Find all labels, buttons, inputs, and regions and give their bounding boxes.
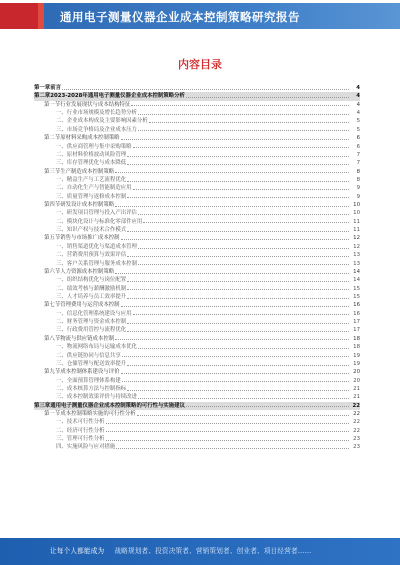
toc-entry-label: 成本核算方法与控制指标: [66, 385, 127, 392]
toc-section-row[interactable]: [34, 410, 360, 418]
toc-entry-number: 一、: [56, 277, 67, 284]
toc-entry-label: 库存管理优化与成本降低: [66, 160, 127, 167]
toc-entry-label: 前言: [50, 85, 61, 91]
toc-entry-label: 物流与供应链成本控制: [60, 335, 115, 342]
toc-item-row[interactable]: [34, 260, 360, 268]
toc-entry-label: 客户关系管理与服务成本控制: [66, 260, 137, 267]
toc-dot-leader: [115, 339, 349, 340]
toc-entry-label: 模块化设计与标准化零部件应用: [66, 218, 143, 225]
toc-entry-label: 全面预算管理体系构建: [66, 377, 121, 384]
toc-page-number: 14: [353, 277, 360, 284]
toc-section-row[interactable]: [34, 134, 360, 142]
toc-dot-leader: [133, 314, 350, 315]
table-of-contents: [34, 84, 360, 504]
toc-dot-leader: [121, 139, 350, 140]
toc-entry-number: 一、: [56, 377, 67, 384]
toc-dot-leader: [115, 172, 349, 173]
toc-entry-label: 自动化生产与智能制造应用: [66, 185, 132, 192]
toc-entry-number: 三、: [56, 394, 67, 401]
toc-page-number: 8: [356, 168, 360, 175]
toc-section-row[interactable]: [34, 201, 360, 209]
toc-section-row[interactable]: [34, 301, 360, 309]
toc-dot-leader: [127, 256, 349, 257]
toc-dot-leader: [127, 231, 349, 232]
toc-dot-leader: [106, 440, 349, 441]
toc-entry-label: 管理费用与运营成本控制: [60, 302, 120, 309]
toc-section-row[interactable]: [34, 268, 360, 276]
toc-dot-leader: [121, 373, 350, 374]
header-accent-stripe: [38, 3, 44, 29]
toc-page-number: 15: [353, 285, 360, 292]
toc-item-row[interactable]: [34, 209, 360, 217]
toc-dot-leader: [127, 298, 349, 299]
toc-item-row[interactable]: [34, 318, 360, 326]
toc-dot-leader: [143, 222, 349, 223]
toc-page-number: 18: [353, 344, 360, 351]
toc-entry-label: 原材料价格波动风险管理: [66, 151, 127, 158]
toc-entry-number: 第四节: [44, 202, 61, 209]
toc-page-number: 20: [353, 377, 360, 384]
toc-entry-label: 实施风险与应对措施: [66, 444, 116, 451]
toc-entry-label: 销售渠道优化与渠道成本管理: [66, 243, 137, 250]
toc-heading: 内容目录: [178, 58, 222, 71]
toc-entry-number: 第二节: [44, 135, 61, 142]
toc-dot-leader: [115, 273, 349, 274]
header-band: [0, 0, 400, 34]
toc-item-row[interactable]: [34, 435, 360, 443]
toc-entry-number: 二、: [56, 118, 67, 125]
toc-item-row[interactable]: [34, 126, 360, 134]
toc-item-row[interactable]: [34, 226, 360, 234]
toc-entry-number: 二、: [56, 385, 67, 392]
toc-entry-number: 三、: [56, 260, 67, 267]
toc-dot-leader: [106, 423, 349, 424]
toc-item-row[interactable]: [34, 251, 360, 259]
toc-entry-label: 行业发展现状与成本结构特征: [60, 101, 131, 108]
toc-page-number: 12: [353, 243, 360, 250]
toc-entry-label: 供应商管理与集中采购策略: [66, 143, 132, 150]
toc-entry-label: 通用电子测量仪器企业成本控制策略的可行性与实施建议: [50, 402, 185, 409]
toc-entry-number: 三、: [56, 193, 67, 200]
toc-item-row[interactable]: [34, 418, 360, 426]
toc-entry-number: 二、: [56, 352, 67, 359]
toc-dot-leader: [138, 248, 349, 249]
toc-item-row[interactable]: [34, 218, 360, 226]
toc-entry-number: 二、: [56, 252, 67, 259]
toc-page-number: 6: [356, 143, 360, 150]
toc-item-row[interactable]: [34, 326, 360, 334]
toc-page-number: 11: [353, 227, 360, 234]
toc-entry-number: 三、: [56, 327, 67, 334]
toc-entry-number: 三、: [56, 227, 67, 234]
toc-entry-label: 研发设计成本控制策略: [60, 202, 115, 209]
toc-dot-leader: [149, 122, 349, 123]
toc-dot-leader: [127, 331, 349, 332]
toc-page-number: 7: [356, 160, 360, 167]
toc-page-number: 4: [356, 93, 360, 100]
toc-entry-number: 一、: [56, 176, 67, 183]
footer-tags: 战略规划者、投资决策者、营销策划者、创业者、项目经营者……: [114, 547, 312, 555]
toc-dot-leader: [186, 406, 349, 407]
toc-dot-leader: [106, 431, 349, 432]
toc-page-number: 5: [356, 118, 360, 125]
toc-entry-number: 三、: [56, 360, 67, 367]
toc-entry-label: 知识产权与技术合作模式: [66, 227, 127, 234]
toc-item-row[interactable]: [34, 176, 360, 184]
toc-chapter-row[interactable]: [34, 84, 360, 92]
toc-page-number: 13: [353, 260, 360, 267]
toc-page-number: 4: [356, 110, 360, 117]
toc-item-row[interactable]: [34, 310, 360, 318]
toc-entry-label: 营销费用预算与效果评估: [66, 252, 127, 259]
toc-entry-label: 人才培养与员工效率提升: [66, 293, 127, 300]
toc-dot-leader: [127, 281, 349, 282]
toc-item-row[interactable]: [34, 443, 360, 451]
toc-entry-number: 四、: [56, 444, 67, 451]
toc-item-row[interactable]: [34, 109, 360, 117]
toc-item-row[interactable]: [34, 343, 360, 351]
toc-item-row[interactable]: [34, 184, 360, 192]
toc-page-number: 17: [353, 319, 360, 326]
toc-page-number: 16: [353, 302, 360, 309]
toc-dot-leader: [127, 164, 349, 165]
toc-dot-leader: [116, 448, 349, 449]
toc-entry-label: 研发项目管理与投入产出评估: [66, 210, 137, 217]
toc-entry-number: 二、: [56, 427, 67, 434]
toc-dot-leader: [138, 264, 349, 265]
toc-entry-number: 第一节: [44, 411, 61, 418]
toc-entry-label: 管理可行性分析: [66, 436, 105, 443]
toc-entry-label: 销售与市场推广成本控制: [60, 235, 120, 242]
toc-entry-label: 行政费用管控与流程优化: [66, 327, 127, 334]
toc-entry-label: 精益生产与工艺流程优化: [66, 176, 127, 183]
toc-entry-number: 第三章: [34, 402, 51, 409]
toc-entry-number: 一、: [56, 210, 67, 217]
toc-entry-number: 二、: [56, 319, 67, 326]
toc-entry-label: 组织结构优化与岗位配置: [66, 277, 127, 284]
toc-page-number: 14: [353, 268, 360, 275]
toc-page-number: 10: [353, 210, 360, 217]
toc-dot-leader: [115, 206, 349, 207]
toc-entry-number: 第六节: [44, 268, 61, 275]
toc-dot-leader: [62, 89, 349, 90]
toc-entry-label: 生产制造成本控制策略: [60, 168, 115, 175]
toc-chapter-row[interactable]: [34, 402, 360, 410]
toc-entry-label: 2023-2028年通用电子测量仪器企业成本控制策略分析: [50, 93, 185, 100]
toc-dot-leader: [133, 147, 350, 148]
toc-entry-number: 二、: [56, 218, 67, 225]
toc-dot-leader: [133, 189, 350, 190]
toc-page-number: 20: [353, 369, 360, 376]
toc-entry-label: 财务管理与资金成本控制: [66, 319, 127, 326]
document-title: 通用电子测量仪器企业成本控制策略研究报告: [60, 10, 300, 24]
toc-entry-label: 物流网络布局与运输成本优化: [66, 344, 137, 351]
toc-page-number: 5: [356, 126, 360, 133]
toc-entry-number: 三、: [56, 160, 67, 167]
toc-dot-leader: [138, 398, 349, 399]
toc-dot-leader: [131, 105, 349, 106]
toc-page-number: 16: [353, 310, 360, 317]
toc-page-number: 8: [356, 176, 360, 183]
toc-dot-leader: [138, 130, 349, 131]
toc-item-row[interactable]: [34, 117, 360, 125]
toc-entry-number: 一、: [56, 143, 67, 150]
toc-entry-label: 行业市场规模及增长趋势分析: [66, 110, 137, 117]
toc-page-number: 4: [356, 85, 360, 91]
toc-entry-label: 技术可行性分析: [66, 419, 105, 426]
toc-item-row[interactable]: [34, 352, 360, 360]
toc-page-number: 9: [356, 193, 360, 200]
toc-page-number: 22: [353, 427, 360, 434]
toc-item-row[interactable]: [34, 143, 360, 151]
toc-item-row[interactable]: [34, 276, 360, 284]
toc-item-row[interactable]: [34, 427, 360, 435]
toc-section-row[interactable]: [34, 234, 360, 242]
toc-item-row[interactable]: [34, 193, 360, 201]
toc-entry-number: 二、: [56, 185, 67, 192]
toc-entry-number: 二、: [56, 285, 67, 292]
toc-entry-label: 质量管理与返修成本控制: [66, 193, 127, 200]
toc-page-number: 15: [353, 293, 360, 300]
toc-entry-label: 成本控制体系建设与评价: [60, 369, 120, 376]
toc-entry-number: 三、: [56, 436, 67, 443]
toc-entry-number: 二、: [56, 151, 67, 158]
toc-dot-leader: [121, 306, 350, 307]
toc-item-row[interactable]: [34, 385, 360, 393]
toc-entry-label: 仓储管理与配送效率提升: [66, 360, 127, 367]
toc-item-row[interactable]: [34, 393, 360, 401]
toc-page-number: 22: [353, 419, 360, 426]
toc-entry-number: 第二章: [34, 93, 51, 100]
toc-dot-leader: [127, 390, 349, 391]
toc-page-number: 6: [356, 135, 360, 142]
toc-entry-number: 一、: [56, 419, 67, 426]
toc-dot-leader: [137, 415, 349, 416]
toc-dot-leader: [122, 381, 349, 382]
toc-page-number: 22: [353, 411, 360, 418]
toc-page-number: 13: [353, 252, 360, 259]
toc-dot-leader: [186, 97, 349, 98]
toc-dot-leader: [127, 289, 349, 290]
toc-page-number: 11: [353, 218, 360, 225]
toc-section-row[interactable]: [34, 368, 360, 376]
toc-entry-number: 一、: [56, 243, 67, 250]
toc-dot-leader: [127, 323, 349, 324]
toc-entry-label: 成本控制策略实施的可行性分析: [60, 411, 136, 418]
toc-page-number: 23: [353, 436, 360, 443]
toc-page-number: 23: [353, 444, 360, 451]
toc-page-number: 9: [356, 185, 360, 192]
toc-page-number: 4: [356, 101, 360, 108]
toc-entry-number: 第一章: [34, 85, 51, 91]
toc-item-row[interactable]: [34, 159, 360, 167]
toc-entry-label: 成本控制效果评价与持续改进: [66, 394, 137, 401]
toc-page-number: 18: [353, 335, 360, 342]
toc-entry-number: 第八节: [44, 335, 61, 342]
toc-entry-label: 市场竞争格局及企业成本压力: [66, 126, 137, 133]
toc-entry-label: 原材料采购成本控制策略: [60, 135, 120, 142]
toc-page-number: 10: [353, 202, 360, 209]
toc-entry-number: 第一节: [44, 101, 61, 108]
toc-page-number: 21: [353, 385, 360, 392]
toc-entry-number: 一、: [56, 110, 67, 117]
toc-item-row[interactable]: [34, 243, 360, 251]
toc-item-row[interactable]: [34, 377, 360, 385]
toc-dot-leader: [138, 214, 349, 215]
toc-entry-number: 第五节: [44, 235, 61, 242]
toc-entry-number: 第三节: [44, 168, 61, 175]
toc-entry-number: 一、: [56, 310, 67, 317]
toc-entry-number: 三、: [56, 293, 67, 300]
toc-page-number: 7: [356, 151, 360, 158]
header-red-block: [0, 3, 38, 29]
toc-item-row[interactable]: [34, 293, 360, 301]
toc-page-number: 19: [353, 352, 360, 359]
toc-dot-leader: [127, 156, 349, 157]
toc-section-row[interactable]: [34, 101, 360, 109]
toc-entry-label: 企业成本构成及主要影响因素分析: [66, 118, 148, 125]
toc-item-row[interactable]: [34, 285, 360, 293]
toc-section-row[interactable]: [34, 168, 360, 176]
toc-entry-label: 供应链协同与信息共享: [66, 352, 121, 359]
toc-entry-number: 第七节: [44, 302, 61, 309]
footer-lead: 让每个人都能成为: [50, 547, 105, 555]
toc-item-row[interactable]: [34, 360, 360, 368]
toc-dot-leader: [127, 197, 349, 198]
toc-item-row[interactable]: [34, 151, 360, 159]
toc-entry-label: 经济可行性分析: [66, 427, 105, 434]
toc-section-row[interactable]: [34, 335, 360, 343]
toc-page-number: 21: [353, 394, 360, 401]
toc-entry-number: 第九节: [44, 369, 61, 376]
toc-dot-leader: [127, 365, 349, 366]
toc-dot-leader: [121, 239, 350, 240]
toc-entry-label: 人力资源成本控制策略: [60, 268, 115, 275]
toc-page-number: 17: [353, 327, 360, 334]
toc-entry-number: 三、: [56, 126, 67, 133]
toc-dot-leader: [138, 348, 349, 349]
toc-dot-leader: [138, 114, 349, 115]
toc-chapter-row[interactable]: [34, 92, 360, 100]
toc-dot-leader: [127, 181, 349, 182]
toc-page-number: 12: [353, 235, 360, 242]
toc-entry-label: 绩效考核与薪酬激励机制: [66, 285, 127, 292]
footer-slogan: [50, 545, 380, 558]
toc-page-number: 22: [352, 402, 360, 409]
toc-page-number: 19: [353, 360, 360, 367]
toc-dot-leader: [122, 356, 349, 357]
toc-entry-number: 一、: [56, 344, 67, 351]
toc-entry-label: 信息化管理系统建设与应用: [66, 310, 132, 317]
